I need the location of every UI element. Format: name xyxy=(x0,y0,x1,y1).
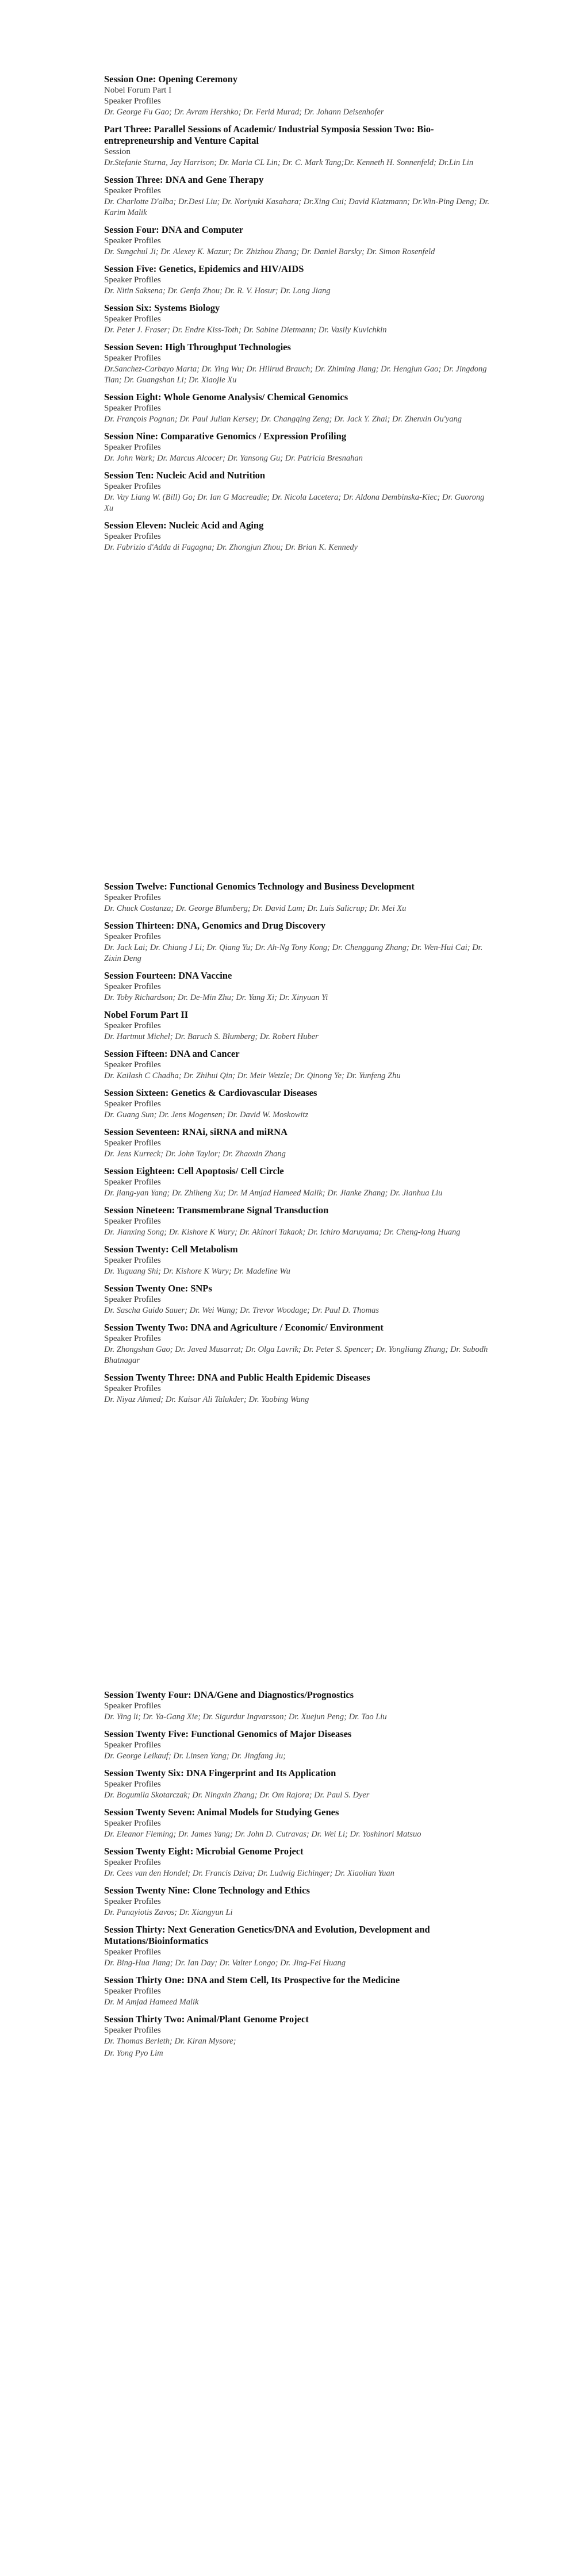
speaker-list: Dr. Eleanor Fleming; Dr. James Yang; Dr. John D. Cutravas; Dr. Wei Li; Dr. Yoshinori Matsuo xyxy=(104,1830,421,1839)
speaker-list: Dr. George Fu Gao; Dr. Avram Hershko; Dr. Ferid Murad; Dr. Johann Deisenhofer xyxy=(104,108,384,117)
session-subtitle: Speaker Profiles xyxy=(104,532,161,541)
speaker-list: Dr. Thomas Berleth; Dr. Kiran Mysore; xyxy=(104,2037,236,2046)
session-entry xyxy=(104,1885,495,1918)
session-title: Session Ten: Nucleic Acid and Nutrition xyxy=(104,470,266,481)
session-subtitle: Speaker Profiles xyxy=(104,1099,161,1109)
session-subtitle: Speaker Profiles xyxy=(104,1295,161,1304)
session-subtitle: Speaker Profiles xyxy=(104,1701,161,1711)
speaker-list: Dr. Jack Lai; Dr. Chiang J Li; Dr. Qiang Yu; Dr. Ah-Ng Tony Kong; Dr. Chenggang Zhang; Dr. Wen-Hui Cai; Dr. Zixin Deng xyxy=(104,943,483,963)
session-subtitle: Speaker Profiles xyxy=(104,1384,161,1393)
session-title: Session Thirty: Next Generation Genetics/DNA and Evolution, Development and Mutations/Bioinformatics xyxy=(104,1924,430,1946)
speaker-list: Dr. Jianxing Song; Dr. Kishore K Wary; Dr. Akinori Takaok; Dr. Ichiro Maruyama; Dr. Cheng-long Huang xyxy=(104,1228,461,1237)
session-entry xyxy=(104,1689,495,1723)
speaker-list: Dr. Hartmut Michel; Dr. Baruch S. Blumberg; Dr. Robert Huber xyxy=(104,1032,319,1041)
session-title: Session Thirty One: DNA and Stem Cell, Its Prospective for the Medicine xyxy=(104,1975,400,1985)
speaker-list: Dr. Panayiotis Zavos; Dr. Xiangyun Li xyxy=(104,1908,233,1917)
session-entry xyxy=(104,1768,495,1801)
session-title: Session Fifteen: DNA and Cancer xyxy=(104,1048,240,1059)
session-title: Session Twenty Five: Functional Genomics of Major Diseases xyxy=(104,1728,352,1739)
speaker-list: Dr. Guang Sun; Dr. Jens Mogensen; Dr. David W. Moskowitz xyxy=(104,1110,309,1120)
session-title: Session One: Opening Ceremony xyxy=(104,74,238,85)
session-subtitle: Speaker Profiles xyxy=(104,1334,161,1343)
speaker-list: Dr. Vay Liang W. (Bill) Go; Dr. Ian G Macreadie; Dr. Nicola Lacetera; Dr. Aldona Dembinska-Kiec; Dr. Guorong Xu xyxy=(104,493,485,513)
session-subtitle: Session xyxy=(104,147,131,156)
session-subtitle: Speaker Profiles xyxy=(104,1021,161,1030)
session-entry xyxy=(104,1846,495,1879)
speaker-list: Dr. Bing-Hua Jiang; Dr. Ian Day; Dr. Valter Longo; Dr. Jing-Fei Huang xyxy=(104,1958,346,1968)
session-subtitle: Speaker Profiles xyxy=(104,1897,161,1906)
session-subtitle: Speaker Profiles xyxy=(104,1987,161,1996)
session-entry xyxy=(104,1924,495,1969)
session-title: Session Nineteen: Transmembrane Signal Transduction xyxy=(104,1205,329,1216)
session-entry xyxy=(104,1283,495,1316)
session-subtitle: Speaker Profiles xyxy=(104,1780,161,1789)
session-title: Session Twenty Seven: Animal Models for Studying Genes xyxy=(104,1807,339,1818)
session-title: Session Seven: High Throughput Technologies xyxy=(104,342,291,352)
speaker-list: Dr. Yong Pyo Lim xyxy=(104,2049,163,2058)
session-subtitle: Speaker Profiles xyxy=(104,482,161,491)
session-title: Session Twenty: Cell Metabolism xyxy=(104,1244,238,1255)
session-subtitle: Speaker Profiles xyxy=(104,1858,161,1867)
session-subtitle: Speaker Profiles xyxy=(104,1741,161,1750)
session-title: Session Six: Systems Biology xyxy=(104,302,220,313)
session-subtitle: Speaker Profiles xyxy=(104,1819,161,1828)
speaker-list: Dr. Kailash C Chadha; Dr. Zhihui Qin; Dr. Meir Wetzle; Dr. Qinong Ye; Dr. Yunfeng Zhu xyxy=(104,1071,401,1080)
speaker-list: Dr. Niyaz Ahmed; Dr. Kaisar Ali Talukder; Dr. Yaobing Wang xyxy=(104,1395,309,1404)
session-subtitle: Speaker Profiles xyxy=(104,1948,161,1957)
session-title: Session Nine: Comparative Genomics / Expression Profiling xyxy=(104,431,347,442)
speaker-list: Dr. François Pognan; Dr. Paul Julian Kersey; Dr. Changqing Zeng; Dr. Jack Y. Zhai; Dr. Zhenxin Ou'yang xyxy=(104,415,462,424)
session-title: Session Twenty Nine: Clone Technology and Ethics xyxy=(104,1885,310,1896)
session-subtitle: Speaker Profiles xyxy=(104,932,161,941)
session-title: Session Fourteen: DNA Vaccine xyxy=(104,970,232,981)
speaker-list: Dr. Yuguang Shi; Dr. Kishore K Wary; Dr. Madeline Wu xyxy=(104,1267,290,1276)
session-entry xyxy=(104,1087,495,1121)
session-entry xyxy=(104,1126,495,1160)
session-title: Session Seventeen: RNAi, siRNA and miRNA xyxy=(104,1126,288,1137)
session-subtitle: Speaker Profiles xyxy=(104,1256,161,1265)
session-title: Session Thirteen: DNA, Genomics and Drug Discovery xyxy=(104,920,326,931)
session-title: Session Twenty Eight: Microbial Genome Project xyxy=(104,1846,304,1857)
session-title: Session Sixteen: Genetics & Cardiovascular Diseases xyxy=(104,1087,317,1098)
session-entry xyxy=(104,342,495,386)
session-entry xyxy=(104,392,495,425)
page-block-3 xyxy=(104,1689,495,2065)
session-entry xyxy=(104,1728,495,1762)
session-entry xyxy=(104,1048,495,1082)
session-entry xyxy=(104,302,495,336)
session-entry xyxy=(104,1205,495,1238)
session-title: Session Three: DNA and Gene Therapy xyxy=(104,174,264,185)
page-block-1 xyxy=(104,74,495,559)
speaker-list: Dr. George Leikauf; Dr. Linsen Yang; Dr. Jingfang Ju; xyxy=(104,1751,286,1761)
speaker-list: Dr. Fabrizio d'Adda di Fagagna; Dr. Zhongjun Zhou; Dr. Brian K. Kennedy xyxy=(104,543,358,552)
speaker-list: Dr. Zhongshan Gao; Dr. Javed Musarrat; Dr. Olga Lavrik; Dr. Peter S. Spencer; Dr. Yongliang Zhang; Dr. Subodh Bhatnagar xyxy=(104,1345,488,1365)
session-subtitle: Speaker Profiles xyxy=(104,1138,161,1148)
session-subtitle: Speaker Profiles xyxy=(104,1060,161,1070)
session-subtitle: Speaker Profiles xyxy=(104,982,161,991)
session-subtitle: Speaker Profiles xyxy=(104,404,161,413)
session-subtitle: Speaker Profiles xyxy=(104,275,161,285)
speaker-list: Dr. jiang-yan Yang; Dr. Zhiheng Xu; Dr. M Amjad Hameed Malik; Dr. Jianke Zhang; Dr. Jianhua Liu xyxy=(104,1189,443,1198)
speaker-list: Dr. Ying li; Dr. Ya-Gang Xie; Dr. Sigurdur Ingvarsson; Dr. Xuejun Peng; Dr. Tao Liu xyxy=(104,1712,387,1722)
session-subtitle: Speaker Profiles xyxy=(104,443,161,452)
session-entry xyxy=(104,1372,495,1405)
session-title: Nobel Forum Part II xyxy=(104,1009,189,1020)
session-subtitle: Speaker Profiles xyxy=(104,893,161,902)
speaker-list: Dr. Sascha Guido Sauer; Dr. Wei Wang; Dr. Trevor Woodage; Dr. Paul D. Thomas xyxy=(104,1306,379,1315)
session-title: Session Twelve: Functional Genomics Technology and Business Development xyxy=(104,881,415,892)
speaker-list: Dr. M Amjad Hameed Malik xyxy=(104,1998,199,2007)
session-entry xyxy=(104,1807,495,1840)
session-entry xyxy=(104,1975,495,2008)
session-title: Session Five: Genetics, Epidemics and HIV/AIDS xyxy=(104,263,304,274)
session-title: Session Twenty Six: DNA Fingerprint and Its Application xyxy=(104,1768,336,1778)
session-subtitle: Speaker Profiles xyxy=(104,315,161,324)
session-entry xyxy=(104,224,495,258)
session-title: Part Three: Parallel Sessions of Academic/ Industrial Symposia Session Two: Bio-entrepreneurship and Venture Capital xyxy=(104,124,434,146)
session-subtitle: Speaker Profiles xyxy=(104,1217,161,1226)
session-title: Session Twenty Four: DNA/Gene and Diagnostics/Prognostics xyxy=(104,1689,354,1700)
speaker-list: Dr. Nitin Saksena; Dr. Genfa Zhou; Dr. R. V. Hosur; Dr. Long Jiang xyxy=(104,286,331,296)
session-entry xyxy=(104,1166,495,1199)
speaker-list: Dr. Chuck Costanza; Dr. George Blumberg; Dr. David Lam; Dr. Luis Salicrup; Dr. Mei Xu xyxy=(104,904,407,913)
speaker-profiles-label: Speaker Profiles xyxy=(104,97,161,106)
session-entry xyxy=(104,470,495,514)
session-entry xyxy=(104,520,495,553)
session-title: Session Twenty Two: DNA and Agriculture / Economic/ Environment xyxy=(104,1322,384,1333)
session-title: Session Thirty Two: Animal/Plant Genome Project xyxy=(104,2014,309,2025)
speaker-list: Dr. Toby Richardson; Dr. De-Min Zhu; Dr. Yang Xi; Dr. Xinyuan Yi xyxy=(104,993,328,1002)
session-title: Session Four: DNA and Computer xyxy=(104,224,244,235)
session-subtitle: Nobel Forum Part I xyxy=(104,86,172,95)
session-entry xyxy=(104,431,495,464)
session-title: Session Eighteen: Cell Apoptosis/ Cell Circle xyxy=(104,1166,284,1176)
session-subtitle: Speaker Profiles xyxy=(104,236,161,246)
session-subtitle: Speaker Profiles xyxy=(104,186,161,195)
session-entry xyxy=(104,74,495,118)
speaker-list: Dr. Cees van den Hondel; Dr. Francis Dziva; Dr. Ludwig Eichinger; Dr. Xiaolian Yuan xyxy=(104,1869,394,1878)
session-title: Session Eleven: Nucleic Acid and Aging xyxy=(104,520,264,531)
session-title: Session Twenty Three: DNA and Public Health Epidemic Diseases xyxy=(104,1372,370,1383)
session-entry xyxy=(104,920,495,964)
session-entry xyxy=(104,124,495,168)
session-entry xyxy=(104,881,495,914)
session-subtitle: Speaker Profiles xyxy=(104,354,161,363)
session-title: Session Eight: Whole Genome Analysis/ Chemical Genomics xyxy=(104,392,348,402)
session-entry xyxy=(104,1322,495,1366)
session-subtitle: Speaker Profiles xyxy=(104,1178,161,1187)
speaker-list: Dr. John Wark; Dr. Marcus Alcocer; Dr. Yansong Gu; Dr. Patricia Bresnahan xyxy=(104,454,363,463)
session-entry xyxy=(104,1009,495,1042)
session-entry xyxy=(104,2014,495,2059)
page-block-2 xyxy=(104,881,495,1411)
speaker-list: Dr.Stefanie Sturna, Jay Harrison; Dr. Maria CL Lin; Dr. C. Mark Tang;Dr. Kenneth H. Sonnenfeld; Dr.Lin Lin xyxy=(104,158,474,167)
speaker-list: Dr. Peter J. Fraser; Dr. Endre Kiss-Toth; Dr. Sabine Dietmann; Dr. Vasily Kuvichkin xyxy=(104,325,387,335)
speaker-list: Dr. Bogumila Skotarczak; Dr. Ningxin Zhang; Dr. Om Rajora; Dr. Paul S. Dyer xyxy=(104,1791,370,1800)
session-subtitle: Speaker Profiles xyxy=(104,2026,161,2035)
session-entry xyxy=(104,174,495,218)
session-entry xyxy=(104,263,495,297)
speaker-list: Dr.Sanchez-Carbayo Marta; Dr. Ying Wu; Dr. Hilirud Brauch; Dr. Zhiming Jiang; Dr. Hengjun Gao; Dr. Jingdong Tian; Dr. Guangshan Li; Dr. Xiaojie Xu xyxy=(104,365,487,385)
session-entry xyxy=(104,970,495,1003)
speaker-list: Dr. Jens Kurreck; Dr. John Taylor; Dr. Zhaoxin Zhang xyxy=(104,1149,286,1159)
speaker-list: Dr. Charlotte D'alba; Dr.Desi Liu; Dr. Noriyuki Kasahara; Dr.Xing Cui; David Klatzmann; Dr.Win-Ping Deng; Dr. Karim Malik xyxy=(104,197,490,217)
session-entry xyxy=(104,1244,495,1277)
session-title: Session Twenty One: SNPs xyxy=(104,1283,212,1294)
speaker-list: Dr. Sungchul Ji; Dr. Alexey K. Mazur; Dr. Zhizhou Zhang; Dr. Daniel Barsky; Dr. Simon Rosenfeld xyxy=(104,247,435,256)
